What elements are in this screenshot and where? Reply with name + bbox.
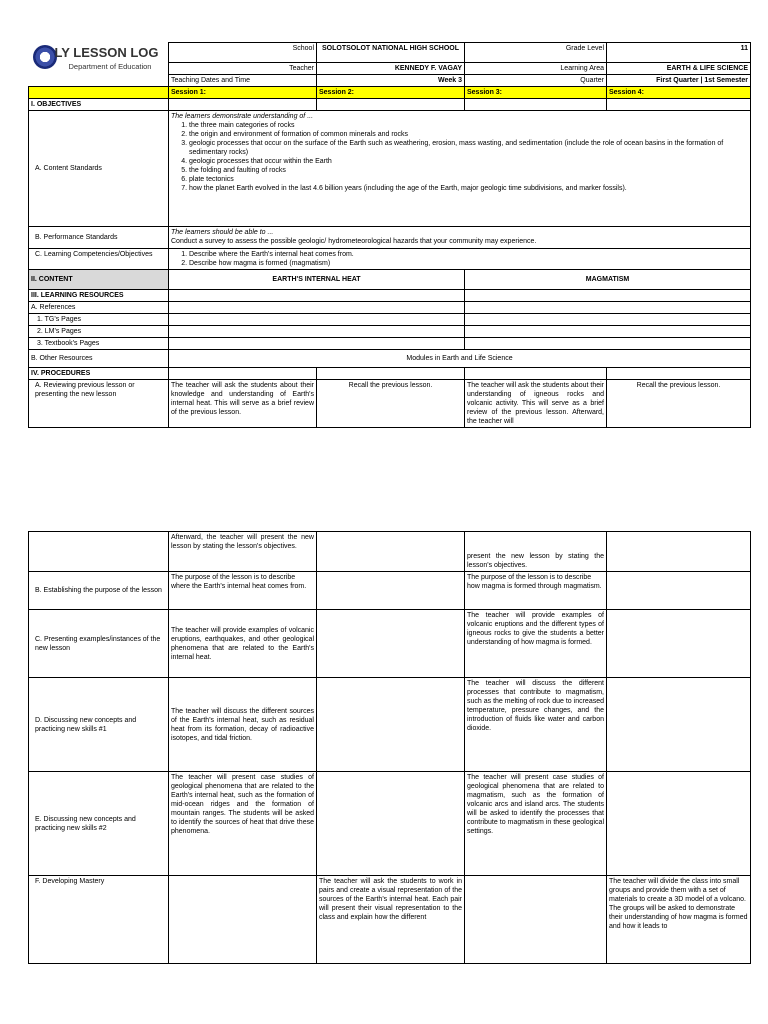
teacher-value: KENNEDY F. VAGAY: [317, 63, 465, 75]
session-blank: [29, 87, 169, 99]
lm-label: 2. LM's Pages: [29, 326, 169, 338]
competencies-label: C. Learning Competencies/Objectives: [29, 249, 169, 270]
procedure-b-session-1: The purpose of the lesson is to describe where the Earth's internal heat comes from.: [169, 572, 317, 610]
competencies-cell: [169, 249, 751, 270]
session-4-header: Session 4:: [607, 87, 751, 99]
content-standards-intro: The learners demonstrate understanding of ...: [171, 113, 314, 120]
procedure-e-label: E. Discussing new concepts and practicing new skills #2: [29, 772, 169, 876]
list-item: 2. Describe how magma is formed (magmatism): [189, 259, 748, 268]
tg-label: 1. TG's Pages: [29, 314, 169, 326]
lesson-log-table-page-2: [28, 531, 751, 964]
procedure-a-session-1: The teacher will ask the students about their knowledge and understanding of Earth's internal heat. This will serve as a brief review of the previous lesson.: [169, 380, 317, 428]
school-value: SOLOTSOLOT NATIONAL HIGH SCHOOL: [317, 43, 465, 63]
deped-seal-icon: [33, 45, 57, 69]
other-resources-label: B. Other Resources: [29, 350, 169, 368]
performance-standards-cell: [169, 227, 751, 249]
list-item: 4. geologic processes that occur within the Earth: [189, 157, 748, 166]
list-item: 2. the origin and environment of formation of common minerals and rocks: [189, 130, 748, 139]
procedure-f-label: F. Developing Mastery: [29, 876, 169, 964]
procedure-a-label: A. Reviewing previous lesson or presenting the new lesson: [29, 380, 169, 428]
procedure-e-session-3: The teacher will present case studies of geological phenomena that are related to magmatism, such as the formation of volcanic arcs and island arcs. The students will be asked to identify the processes that contribute to magmatism in these geological settings.: [465, 772, 607, 876]
grade-label: Grade Level: [465, 43, 607, 63]
list-item: 1. Describe where the Earth's internal heat comes from.: [189, 250, 748, 259]
procedure-b-label: B. Establishing the purpose of the lesson: [29, 572, 169, 610]
performance-standards-text: Conduct a survey to assess the possible geologic/ hydrometeorological hazards that your community may experience.: [171, 238, 537, 245]
dates-label: Teaching Dates and Time: [169, 75, 317, 87]
quarter-value: First Quarter | 1st Semester: [607, 75, 751, 87]
quarter-label: Quarter: [465, 75, 607, 87]
list-item: 6. plate tectonics: [189, 175, 748, 184]
topic-1: EARTH'S INTERNAL HEAT: [169, 270, 465, 290]
references-label: A. References: [29, 302, 169, 314]
resources-heading: III. LEARNING RESOURCES: [29, 290, 169, 302]
list-item: 1. the three main categories of rocks: [189, 121, 748, 130]
content-standards-cell: [169, 111, 751, 227]
procedure-a-session-2: Recall the previous lesson.: [317, 380, 465, 428]
procedure-b-session-3: The purpose of the lesson is to describe how magma is formed through magmatism.: [465, 572, 607, 610]
list-item: 7. how the planet Earth evolved in the last 4.6 billion years (including the age of the Earth, major geologic time subdivisions, and marker fossils).: [189, 184, 748, 193]
list-item: 3. geologic processes that occur on the surface of the Earth such as weathering, erosion, mass wasting, and sedimentation (include the role of ocean basins in the formation of sedimentary rocks): [189, 139, 748, 157]
procedure-a-session-3: The teacher will ask the students about their understanding of igneous rocks and volcanic activity. This will serve as a brief review of the previous lesson. Afterward, the teacher will: [465, 380, 607, 428]
procedure-c-session-1: The teacher will provide examples of volcanic eruptions, earthquakes, and other geological phenomena that are related to the Earth's internal heat.: [169, 610, 317, 678]
performance-standards-intro: The learners should be able to ...: [171, 229, 274, 236]
grade-value: 11: [607, 43, 751, 63]
session-1-header: Session 1:: [169, 87, 317, 99]
procedure-c-session-3: The teacher will provide examples of volcanic eruptions and the different types of igneous rocks to give the students a better understanding of how magma is formed.: [465, 610, 607, 678]
content-heading: II. CONTENT: [29, 270, 169, 290]
content-standards-label: A. Content Standards: [29, 111, 169, 227]
lesson-log-table-page-1: [28, 42, 751, 428]
department-name: Department of Education: [68, 61, 152, 71]
week-value: Week 3: [317, 75, 465, 87]
procedure-f-session-2: The teacher will ask the students to work in pairs and create a visual representation of the sources of the Earth's internal heat. Each pair will present their visual representation to the class and explain how the different: [317, 876, 465, 964]
procedures-heading: IV. PROCEDURES: [29, 368, 169, 380]
procedure-e-session-1: The teacher will present case studies of geological phenomena that are related to the Earth's internal heat, such as the formation of mid-ocean ridges and the formation of mountain ranges. The students will be asked to identify the sources of heat that drive these phenomena.: [169, 772, 317, 876]
other-resources-value: Modules in Earth and Life Science: [169, 350, 751, 368]
objectives-heading: I. OBJECTIVES: [29, 99, 169, 111]
area-label: Learning Area: [465, 63, 607, 75]
header-logo-cell: [29, 43, 169, 87]
procedure-f-session-4: The teacher will divide the class into small groups and provide them with a set of materials to create a 3D model of a volcano. The groups will be asked to demonstrate their understanding of how magma is formed and how it leads to: [607, 876, 751, 964]
list-item: 5. the folding and faulting of rocks: [189, 166, 748, 175]
content-standards-list: [171, 121, 748, 193]
procedure-a-session-3-continued: present the new lesson by stating the lesson's objectives.: [465, 532, 607, 572]
lesson-log-title: LY LESSON LOG: [54, 44, 159, 60]
session-2-header: Session 2:: [317, 87, 465, 99]
procedure-d-session-3: The teacher will discuss the different processes that contribute to magmatism, such as the melting of rock due to increased temperature, pressure changes, and the introduction of fluids like water and carbon dioxide.: [465, 678, 607, 772]
procedure-c-label: C. Presenting examples/instances of the new lesson: [29, 610, 169, 678]
teacher-label: Teacher: [169, 63, 317, 75]
session-3-header: Session 3:: [465, 87, 607, 99]
school-label: School: [169, 43, 317, 63]
procedure-d-session-1: The teacher will discuss the different sources of the Earth's internal heat, such as residual heat from its formation, decay of radioactive isotopes, and tidal friction.: [169, 678, 317, 772]
textbook-label: 3. Textbook's Pages: [29, 338, 169, 350]
area-value: EARTH & LIFE SCIENCE: [607, 63, 751, 75]
procedure-a-session-1-continued: Afterward, the teacher will present the new lesson by stating the lesson's objectives.: [169, 532, 317, 572]
performance-standards-label: B. Performance Standards: [29, 227, 169, 249]
procedure-d-label: D. Discussing new concepts and practicing new skills #1: [29, 678, 169, 772]
procedure-a-session-4: Recall the previous lesson.: [607, 380, 751, 428]
topic-2: MAGMATISM: [465, 270, 751, 290]
competencies-list: [171, 250, 748, 268]
